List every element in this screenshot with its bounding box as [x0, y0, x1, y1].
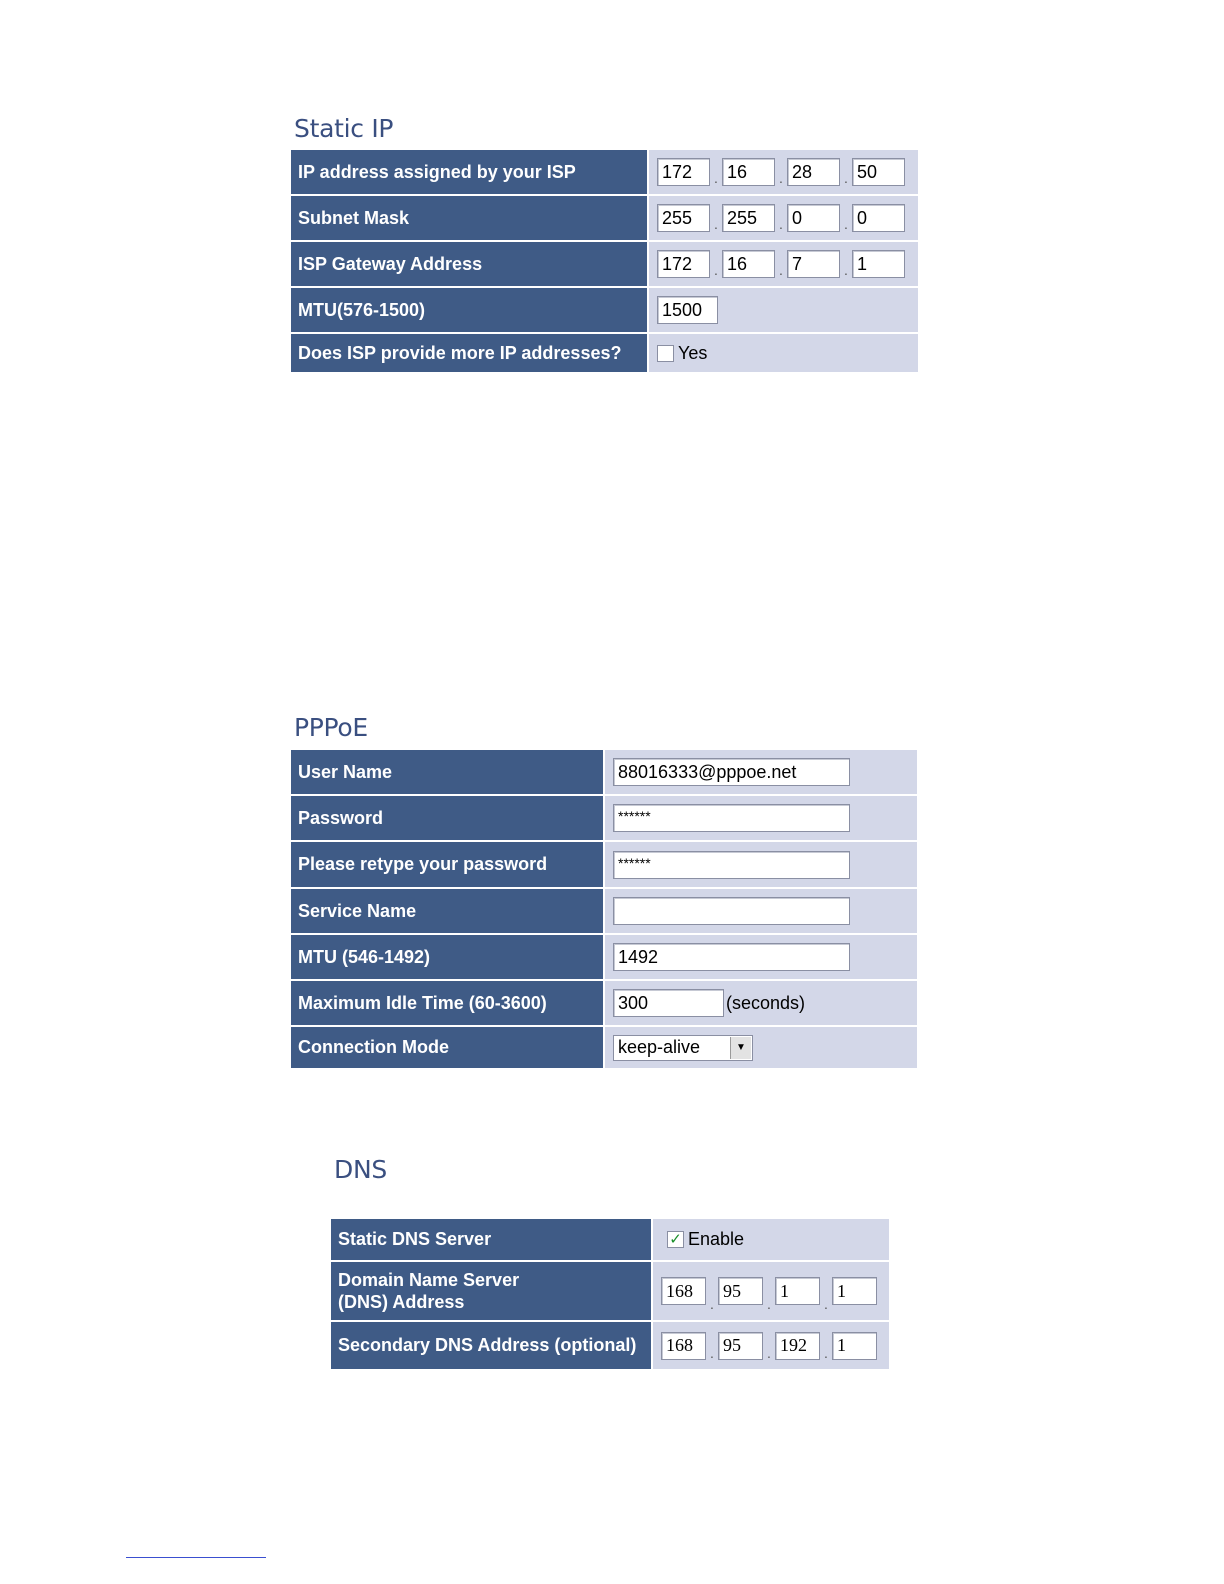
pppoe-mtu-input[interactable]: 1492 — [613, 943, 850, 971]
idle-time-unit: (seconds) — [726, 992, 806, 1013]
ip-address-field-group — [649, 150, 918, 194]
static-ip-title: Static IP — [294, 114, 394, 143]
octet-separator: . — [779, 216, 783, 232]
octet-separator: . — [767, 1345, 771, 1361]
pppoe-mtu-row — [291, 935, 917, 979]
primary-dns-label-line2: (DNS) Address — [338, 1292, 465, 1312]
subnet-octet-3-input[interactable]: 0 — [787, 204, 840, 232]
gateway-row — [291, 242, 918, 286]
password-field-group — [605, 796, 917, 840]
idle-time-input[interactable]: 300 — [613, 989, 724, 1017]
primary-dns-field-group — [653, 1262, 889, 1320]
gateway-octet-3-input[interactable]: 7 — [787, 250, 840, 278]
ip-address-label: IP address assigned by your ISP — [291, 150, 649, 194]
idle-time-field-group — [605, 981, 917, 1025]
primary-dns-octet-1-input[interactable]: 168 — [661, 1277, 706, 1305]
idle-time-row — [291, 981, 917, 1025]
gateway-octet-4-input[interactable]: 1 — [852, 250, 905, 278]
primary-dns-octet-2-input[interactable]: 95 — [718, 1277, 763, 1305]
octet-separator: . — [767, 1296, 771, 1312]
idle-time-label: Maximum Idle Time (60-3600) — [291, 981, 605, 1025]
primary-dns-label — [331, 1262, 653, 1320]
subnet-mask-row — [291, 196, 918, 240]
ip-octet-1-input[interactable]: 172 — [657, 158, 710, 186]
static-dns-checkbox[interactable] — [667, 1231, 684, 1248]
subnet-octet-1-input[interactable]: 255 — [657, 204, 710, 232]
octet-separator: . — [710, 1345, 714, 1361]
octet-separator: . — [714, 262, 718, 278]
password-input[interactable]: ****** — [613, 804, 850, 832]
footnote-divider — [126, 1557, 266, 1558]
service-name-row — [291, 889, 917, 933]
static-dns-field-group — [653, 1219, 889, 1260]
octet-separator: . — [710, 1296, 714, 1312]
static-ip-table — [291, 150, 918, 372]
checkmark-icon: ✓ — [669, 1231, 682, 1248]
octet-separator: . — [824, 1345, 828, 1361]
service-name-label: Service Name — [291, 889, 605, 933]
primary-dns-label-line1: Domain Name Server — [338, 1270, 520, 1290]
octet-separator: . — [844, 216, 848, 232]
user-name-input[interactable]: 88016333@pppoe.net — [613, 758, 850, 786]
more-ip-field-group — [649, 334, 918, 372]
octet-separator: . — [824, 1296, 828, 1312]
connection-mode-label: Connection Mode — [291, 1027, 605, 1068]
static-dns-label: Static DNS Server — [331, 1219, 653, 1260]
dns-table — [331, 1219, 889, 1369]
secondary-dns-row — [331, 1322, 889, 1369]
connection-mode-select[interactable] — [613, 1035, 753, 1061]
retype-password-field-group — [605, 842, 917, 887]
more-ip-row — [291, 334, 918, 372]
connection-mode-row — [291, 1027, 917, 1068]
octet-separator: . — [779, 170, 783, 186]
octet-separator: . — [844, 262, 848, 278]
pppoe-mtu-field-group — [605, 935, 917, 979]
subnet-mask-label: Subnet Mask — [291, 196, 649, 240]
pppoe-table — [291, 750, 917, 1068]
secondary-dns-octet-2-input[interactable]: 95 — [718, 1332, 763, 1360]
static-dns-row — [331, 1219, 889, 1260]
octet-separator: . — [714, 216, 718, 232]
user-name-row — [291, 750, 917, 794]
ip-octet-2-input[interactable]: 16 — [722, 158, 775, 186]
ip-address-row — [291, 150, 918, 194]
service-name-input[interactable] — [613, 897, 850, 925]
connection-mode-value: keep-alive — [618, 1037, 701, 1057]
static-mtu-field-group — [649, 288, 918, 332]
gateway-label: ISP Gateway Address — [291, 242, 649, 286]
ip-octet-3-input[interactable]: 28 — [787, 158, 840, 186]
static-mtu-row — [291, 288, 918, 332]
more-ip-label: Does ISP provide more IP addresses? — [291, 334, 649, 372]
retype-password-label: Please retype your password — [291, 842, 605, 887]
chevron-down-icon[interactable]: ▼ — [730, 1037, 751, 1059]
static-mtu-label: MTU(576-1500) — [291, 288, 649, 332]
gateway-octet-2-input[interactable]: 16 — [722, 250, 775, 278]
secondary-dns-field-group — [653, 1322, 889, 1369]
ip-octet-4-input[interactable]: 50 — [852, 158, 905, 186]
secondary-dns-octet-3-input[interactable]: 192 — [775, 1332, 820, 1360]
dns-title: DNS — [334, 1155, 387, 1184]
octet-separator: . — [714, 170, 718, 186]
primary-dns-row — [331, 1262, 889, 1320]
password-row — [291, 796, 917, 840]
subnet-octet-4-input[interactable]: 0 — [852, 204, 905, 232]
static-mtu-input[interactable]: 1500 — [657, 296, 718, 324]
retype-password-row — [291, 842, 917, 887]
gateway-octet-1-input[interactable]: 172 — [657, 250, 710, 278]
service-name-field-group — [605, 889, 917, 933]
user-name-field-group — [605, 750, 917, 794]
password-label: Password — [291, 796, 605, 840]
retype-password-input[interactable]: ****** — [613, 851, 850, 879]
gateway-field-group — [649, 242, 918, 286]
more-ip-checkbox[interactable] — [657, 345, 674, 362]
pppoe-mtu-label: MTU (546-1492) — [291, 935, 605, 979]
primary-dns-octet-3-input[interactable]: 1 — [775, 1277, 820, 1305]
secondary-dns-label: Secondary DNS Address (optional) — [331, 1322, 653, 1369]
subnet-mask-field-group — [649, 196, 918, 240]
pppoe-title: PPPoE — [294, 713, 368, 742]
connection-mode-field-group — [605, 1027, 917, 1068]
octet-separator: . — [844, 170, 848, 186]
subnet-octet-2-input[interactable]: 255 — [722, 204, 775, 232]
octet-separator: . — [779, 262, 783, 278]
static-dns-option-label: Enable — [688, 1229, 745, 1249]
secondary-dns-octet-4-input[interactable]: 1 — [832, 1332, 877, 1360]
primary-dns-octet-4-input[interactable]: 1 — [832, 1277, 877, 1305]
more-ip-option-label: Yes — [678, 342, 708, 363]
secondary-dns-octet-1-input[interactable]: 168 — [661, 1332, 706, 1360]
user-name-label: User Name — [291, 750, 605, 794]
